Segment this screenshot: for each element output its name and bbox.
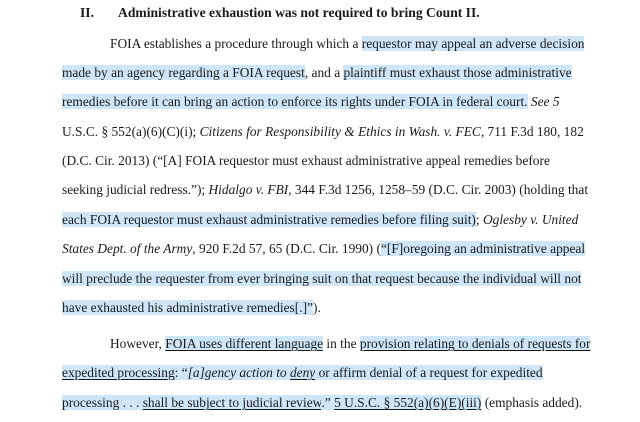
highlighted-text: will preclude the requester from ever bringing suit on that request because the individual will not [62, 271, 582, 286]
section-heading [80, 4, 480, 22]
para1-line-3 [62, 93, 560, 111]
text-run: See 5 [527, 94, 560, 109]
para2-line-1 [110, 335, 590, 353]
para1-line-6 [62, 181, 588, 199]
underlined-highlight: FOIA uses different language [165, 336, 324, 351]
text-run: , 711 F.3d 180, 182 [480, 124, 584, 139]
statute-citation: 5 U.S.C. § 552(a)(6)(E)(iii) [334, 395, 482, 410]
para1-line-5 [62, 152, 550, 170]
emphasized-word: deny [289, 365, 316, 380]
text-run: FOIA establishes a procedure through which a [110, 36, 362, 51]
quoted-statute: [a]gency action to [187, 365, 290, 380]
text-run: , and a [304, 65, 344, 80]
highlighted-text: have exhausted his administrative remedies[.]” [62, 300, 313, 315]
text-run: However, [110, 336, 166, 351]
text-run: ). [312, 300, 321, 315]
case-name: Oglesby v. United [482, 212, 579, 227]
highlighted-text: “[F]oregoing an administrative appeal [380, 241, 586, 256]
para1-line-7 [62, 211, 578, 229]
para1-line-1 [110, 35, 584, 53]
highlighted-text: or affirm denial of a request for expedited [315, 365, 543, 380]
text-run: U.S.C. § 552(a)(6)(C)(i); [62, 124, 200, 139]
para1-line-10 [62, 299, 321, 317]
para1-line-9 [62, 270, 581, 288]
highlighted-text: remedies before it can bring an action to enforce its rights under FOIA in federal court. [62, 94, 528, 109]
text-run: in the [323, 336, 360, 351]
underlined-highlight: expedited processing [62, 365, 175, 380]
section-number: II. [80, 5, 94, 20]
para2-line-3 [62, 394, 582, 412]
para1-line-8 [62, 240, 585, 258]
case-name: States Dept. of the Army [62, 241, 193, 256]
text-run: , 920 F.2d 57, 65 (D.C. Cir. 1990) ( [192, 241, 381, 256]
highlighted-text: requestor may appeal an adverse decision [361, 36, 585, 51]
highlighted-text: each FOIA requestor must exhaust administrative remedies before filing suit) [62, 212, 476, 227]
section-title: Administrative exhaustion was not required to bring Count II. [118, 5, 480, 20]
para1-line-4 [62, 123, 584, 141]
text-run: , 344 F.3d 1256, 1258–59 (D.C. Cir. 2003) (holding that [288, 182, 589, 197]
underlined-highlight: provision relating to denials of requests for [359, 336, 591, 351]
case-name: Hidalgo v. FBI [208, 182, 289, 197]
text-run: seeking judicial redress.”); [62, 182, 209, 197]
highlighted-text: .” [321, 395, 335, 410]
highlighted-text: plaintiff must exhaust those administrative [343, 65, 572, 80]
para1-line-2 [62, 64, 572, 82]
case-name: Citizens for Responsibility & Ethics in Wash. v. FEC [199, 124, 481, 139]
highlighted-text: : “ [174, 365, 188, 380]
para2-line-2 [62, 364, 543, 382]
highlighted-text: made by an agency regarding a FOIA request [62, 65, 305, 80]
text-run: (D.C. Cir. 2013) (“[A] FOIA requestor must exhaust administrative appeal remedies before [62, 153, 550, 168]
text-run: (emphasis added). [481, 395, 583, 410]
underlined-highlight: shall be subject to judicial review [142, 395, 322, 410]
text-run: ; [475, 212, 483, 227]
highlighted-text: processing . . . [62, 395, 143, 410]
